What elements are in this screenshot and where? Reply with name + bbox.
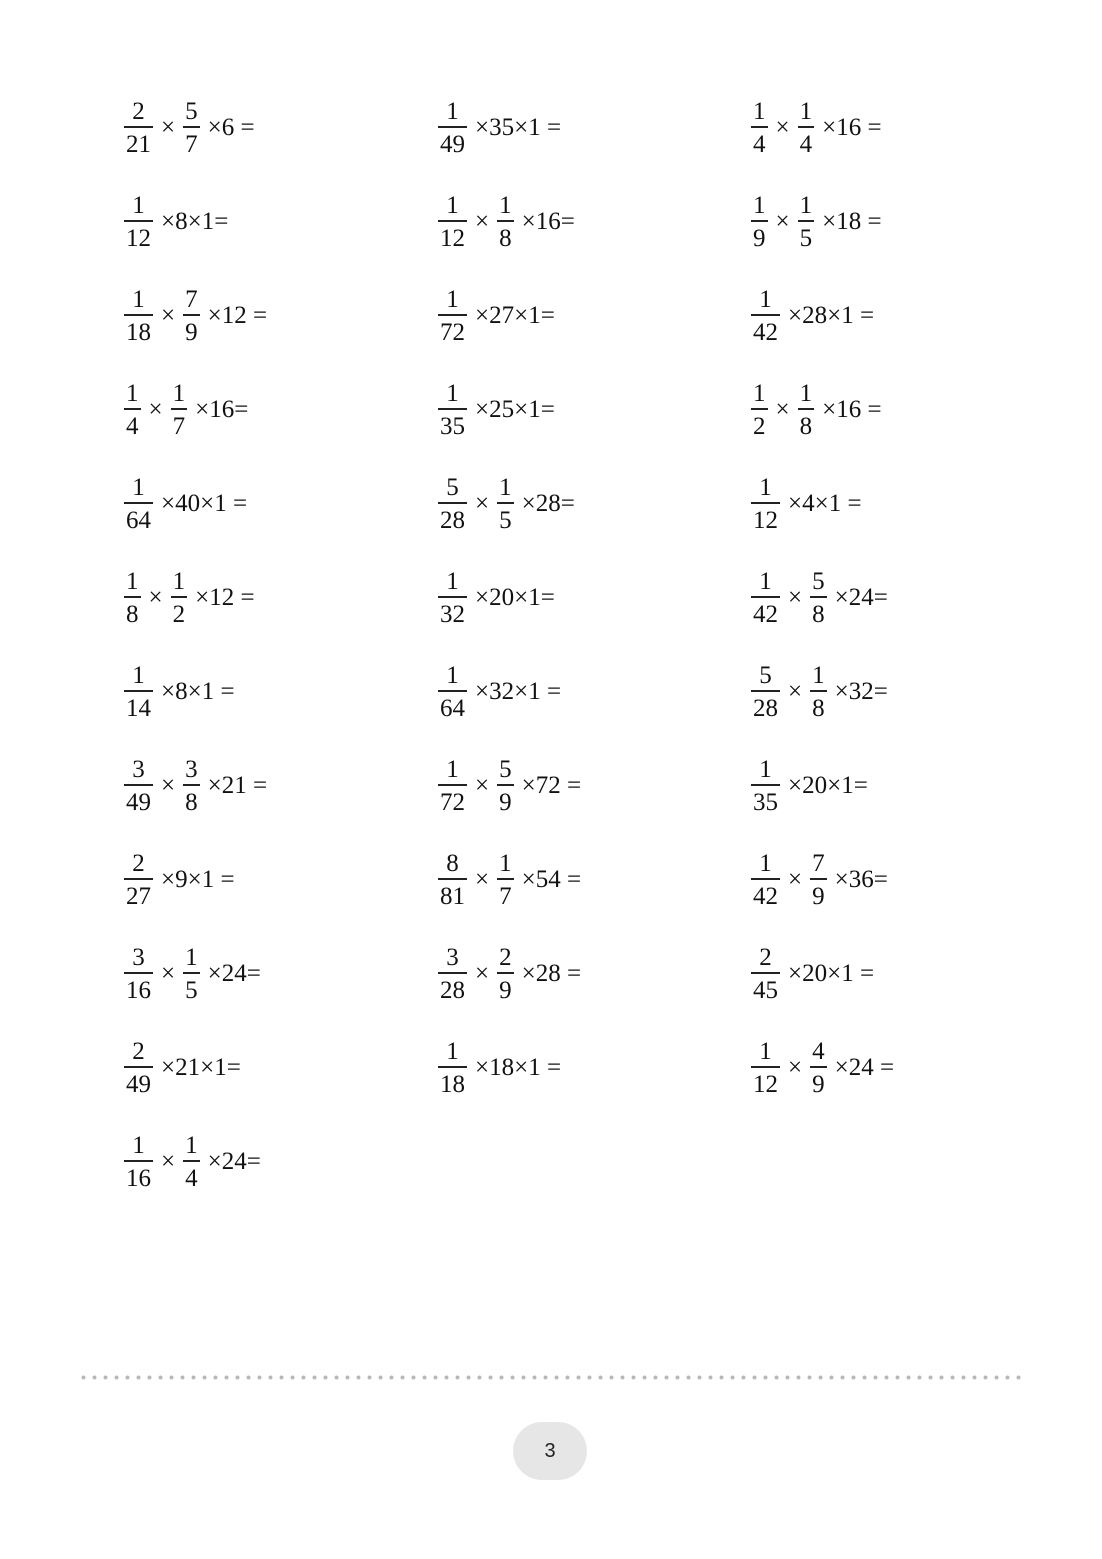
denominator: 4 bbox=[185, 1164, 198, 1192]
expression-tail: ×16 = bbox=[822, 396, 882, 423]
expression-tail: ×24= bbox=[207, 960, 261, 987]
numerator: 1 bbox=[132, 192, 145, 220]
expression-tail: ×32×1 = bbox=[475, 678, 562, 705]
fraction bbox=[798, 381, 815, 438]
numerator: 1 bbox=[446, 98, 459, 126]
denominator: 8 bbox=[499, 224, 512, 252]
numerator: 1 bbox=[126, 380, 139, 408]
fraction bbox=[124, 569, 141, 626]
math-problem bbox=[122, 1127, 261, 1197]
denominator: 49 bbox=[440, 130, 465, 158]
math-problem bbox=[122, 187, 228, 257]
expression-tail: ×40×1 = bbox=[161, 490, 248, 517]
denominator: 16 bbox=[126, 1164, 151, 1192]
math-problem bbox=[122, 93, 255, 163]
expression-tail: ×8×1= bbox=[161, 208, 229, 235]
math-problem bbox=[749, 939, 874, 1009]
numerator: 1 bbox=[499, 850, 512, 878]
fraction bbox=[798, 193, 815, 250]
denominator: 4 bbox=[799, 130, 813, 158]
page-number-badge bbox=[513, 1422, 587, 1480]
numerator: 1 bbox=[799, 380, 813, 408]
fraction bbox=[810, 1039, 827, 1096]
expression-tail: ×27×1= bbox=[475, 302, 555, 329]
times-operator: × bbox=[775, 396, 790, 423]
denominator: 4 bbox=[126, 412, 139, 440]
numerator: 2 bbox=[759, 944, 772, 972]
fraction bbox=[497, 475, 514, 532]
dotted-divider bbox=[78, 1375, 1024, 1380]
fraction bbox=[171, 381, 188, 438]
denominator: 49 bbox=[126, 788, 151, 816]
times-operator: × bbox=[161, 114, 176, 141]
expression-tail: ×24= bbox=[834, 584, 888, 611]
math-problem bbox=[749, 281, 874, 351]
fraction bbox=[751, 851, 780, 908]
denominator: 7 bbox=[185, 130, 198, 158]
denominator: 18 bbox=[126, 318, 151, 346]
fraction bbox=[124, 475, 153, 532]
denominator: 5 bbox=[799, 224, 813, 252]
math-problem bbox=[749, 1033, 894, 1103]
denominator: 12 bbox=[126, 224, 151, 252]
numerator: 1 bbox=[446, 1038, 459, 1066]
denominator: 72 bbox=[440, 318, 465, 346]
numerator: 1 bbox=[753, 98, 766, 126]
numerator: 1 bbox=[446, 380, 459, 408]
expression-tail: ×28×1 = bbox=[788, 302, 875, 329]
numerator: 5 bbox=[185, 98, 198, 126]
numerator: 1 bbox=[759, 850, 772, 878]
math-problem bbox=[122, 469, 247, 539]
numerator: 1 bbox=[446, 662, 459, 690]
math-problem bbox=[436, 751, 581, 821]
numerator: 2 bbox=[132, 1038, 145, 1066]
numerator: 5 bbox=[499, 756, 512, 784]
numerator: 1 bbox=[799, 192, 813, 220]
expression-tail: ×25×1= bbox=[475, 396, 555, 423]
fraction bbox=[124, 945, 153, 1002]
math-problem bbox=[749, 657, 888, 727]
numerator: 1 bbox=[812, 662, 825, 690]
numerator: 5 bbox=[812, 568, 825, 596]
numerator: 1 bbox=[185, 1132, 198, 1160]
expression-tail: ×20×1= bbox=[475, 584, 555, 611]
denominator: 2 bbox=[172, 600, 186, 628]
math-problem bbox=[122, 281, 267, 351]
math-problem bbox=[436, 657, 561, 727]
times-operator: × bbox=[161, 302, 176, 329]
math-problem bbox=[436, 845, 581, 915]
fraction bbox=[124, 381, 141, 438]
fraction bbox=[497, 851, 514, 908]
math-problem bbox=[436, 187, 575, 257]
denominator: 14 bbox=[126, 694, 151, 722]
denominator: 9 bbox=[499, 976, 512, 1004]
fraction bbox=[183, 945, 200, 1002]
denominator: 28 bbox=[440, 506, 465, 534]
numerator: 1 bbox=[499, 474, 512, 502]
math-problem bbox=[122, 657, 235, 727]
expression-tail: ×35×1 = bbox=[475, 114, 562, 141]
times-operator: × bbox=[775, 208, 790, 235]
numerator: 1 bbox=[759, 474, 772, 502]
fraction bbox=[751, 569, 780, 626]
numerator: 1 bbox=[185, 944, 198, 972]
times-operator: × bbox=[775, 114, 790, 141]
expression-tail: ×4×1 = bbox=[788, 490, 862, 517]
times-operator: × bbox=[788, 678, 803, 705]
fraction bbox=[438, 851, 467, 908]
denominator: 35 bbox=[753, 788, 778, 816]
numerator: 1 bbox=[499, 192, 512, 220]
numerator: 1 bbox=[446, 756, 459, 784]
fraction bbox=[798, 99, 815, 156]
fraction bbox=[183, 1133, 200, 1190]
expression-tail: ×18 = bbox=[822, 208, 882, 235]
numerator: 1 bbox=[799, 98, 813, 126]
denominator: 12 bbox=[440, 224, 465, 252]
math-problem bbox=[749, 187, 882, 257]
expression-tail: ×36= bbox=[834, 866, 888, 893]
denominator: 8 bbox=[185, 788, 198, 816]
denominator: 9 bbox=[185, 318, 198, 346]
numerator: 1 bbox=[172, 380, 186, 408]
times-operator: × bbox=[148, 396, 163, 423]
denominator: 42 bbox=[753, 318, 778, 346]
math-problem bbox=[122, 1033, 241, 1103]
fraction bbox=[810, 663, 827, 720]
expression-tail: ×28 = bbox=[521, 960, 582, 987]
fraction bbox=[438, 475, 467, 532]
numerator: 1 bbox=[446, 286, 459, 314]
numerator: 7 bbox=[812, 850, 825, 878]
denominator: 28 bbox=[440, 976, 465, 1004]
numerator: 1 bbox=[759, 1038, 772, 1066]
numerator: 5 bbox=[446, 474, 459, 502]
fraction bbox=[810, 569, 827, 626]
numerator: 1 bbox=[126, 568, 139, 596]
math-problem bbox=[749, 845, 888, 915]
expression-tail: ×8×1 = bbox=[161, 678, 235, 705]
math-problem bbox=[436, 281, 555, 351]
numerator: 1 bbox=[753, 192, 766, 220]
expression-tail: ×6 = bbox=[207, 114, 255, 141]
numerator: 1 bbox=[446, 568, 459, 596]
fraction bbox=[438, 945, 467, 1002]
fraction bbox=[124, 193, 153, 250]
denominator: 81 bbox=[440, 882, 465, 910]
fraction bbox=[438, 99, 467, 156]
math-problem bbox=[436, 469, 575, 539]
denominator: 18 bbox=[440, 1070, 465, 1098]
numerator: 1 bbox=[759, 286, 772, 314]
expression-tail: ×21 = bbox=[207, 772, 268, 799]
denominator: 42 bbox=[753, 600, 778, 628]
denominator: 12 bbox=[753, 1070, 778, 1098]
fraction bbox=[497, 757, 514, 814]
denominator: 9 bbox=[753, 224, 766, 252]
expression-tail: ×16= bbox=[195, 396, 249, 423]
fraction bbox=[751, 1039, 780, 1096]
denominator: 9 bbox=[812, 882, 825, 910]
denominator: 7 bbox=[499, 882, 512, 910]
math-problem bbox=[436, 93, 561, 163]
numerator: 2 bbox=[132, 98, 145, 126]
expression-tail: ×32= bbox=[834, 678, 888, 705]
math-problem bbox=[436, 939, 581, 1009]
numerator: 1 bbox=[132, 286, 145, 314]
fraction bbox=[124, 99, 153, 156]
fraction bbox=[497, 945, 514, 1002]
numerator: 5 bbox=[759, 662, 772, 690]
fraction bbox=[124, 851, 153, 908]
numerator: 3 bbox=[185, 756, 198, 784]
times-operator: × bbox=[475, 866, 490, 893]
fraction bbox=[438, 663, 467, 720]
fraction bbox=[438, 287, 467, 344]
math-problem bbox=[122, 939, 261, 1009]
expression-tail: ×16 = bbox=[822, 114, 882, 141]
math-problem bbox=[122, 751, 267, 821]
denominator: 27 bbox=[126, 882, 151, 910]
times-operator: × bbox=[788, 584, 803, 611]
denominator: 64 bbox=[440, 694, 465, 722]
numerator: 1 bbox=[132, 662, 145, 690]
denominator: 9 bbox=[499, 788, 512, 816]
denominator: 8 bbox=[126, 600, 139, 628]
fraction bbox=[438, 193, 467, 250]
times-operator: × bbox=[788, 1054, 803, 1081]
denominator: 9 bbox=[812, 1070, 825, 1098]
math-problem bbox=[122, 375, 248, 445]
math-problem bbox=[749, 563, 888, 633]
numerator: 3 bbox=[132, 756, 145, 784]
fraction bbox=[183, 99, 200, 156]
fraction bbox=[751, 663, 780, 720]
expression-tail: ×20×1= bbox=[788, 772, 868, 799]
numerator: 1 bbox=[132, 1132, 145, 1160]
fraction bbox=[438, 381, 467, 438]
math-problem bbox=[436, 1033, 561, 1103]
times-operator: × bbox=[148, 584, 163, 611]
fraction bbox=[124, 757, 153, 814]
math-problem bbox=[749, 93, 882, 163]
fraction bbox=[751, 945, 780, 1002]
denominator: 7 bbox=[172, 412, 186, 440]
fraction bbox=[810, 851, 827, 908]
denominator: 8 bbox=[812, 694, 825, 722]
fraction bbox=[183, 287, 200, 344]
numerator: 1 bbox=[759, 756, 772, 784]
numerator: 1 bbox=[172, 568, 186, 596]
times-operator: × bbox=[475, 960, 490, 987]
expression-tail: ×54 = bbox=[521, 866, 582, 893]
expression-tail: ×24= bbox=[207, 1148, 261, 1175]
times-operator: × bbox=[161, 1148, 176, 1175]
expression-tail: ×28= bbox=[521, 490, 575, 517]
denominator: 12 bbox=[753, 506, 778, 534]
denominator: 21 bbox=[126, 130, 151, 158]
math-problem bbox=[122, 563, 255, 633]
expression-tail: ×12 = bbox=[195, 584, 255, 611]
fraction bbox=[124, 287, 153, 344]
fraction bbox=[751, 757, 780, 814]
expression-tail: ×16= bbox=[521, 208, 575, 235]
denominator: 2 bbox=[753, 412, 766, 440]
expression-tail: ×24 = bbox=[834, 1054, 895, 1081]
denominator: 8 bbox=[799, 412, 813, 440]
expression-tail: ×20×1 = bbox=[788, 960, 875, 987]
numerator: 1 bbox=[132, 474, 145, 502]
numerator: 8 bbox=[446, 850, 459, 878]
denominator: 45 bbox=[753, 976, 778, 1004]
denominator: 49 bbox=[126, 1070, 151, 1098]
fraction bbox=[124, 663, 153, 720]
times-operator: × bbox=[475, 772, 490, 799]
numerator: 4 bbox=[812, 1038, 825, 1066]
math-problem bbox=[749, 469, 862, 539]
times-operator: × bbox=[475, 490, 490, 517]
fraction bbox=[171, 569, 188, 626]
expression-tail: ×9×1 = bbox=[161, 866, 235, 893]
fraction bbox=[124, 1039, 153, 1096]
fraction bbox=[751, 475, 780, 532]
expression-tail: ×18×1 = bbox=[475, 1054, 562, 1081]
fraction bbox=[183, 757, 200, 814]
numerator: 3 bbox=[446, 944, 459, 972]
times-operator: × bbox=[161, 960, 176, 987]
denominator: 5 bbox=[499, 506, 512, 534]
denominator: 42 bbox=[753, 882, 778, 910]
fraction bbox=[751, 381, 768, 438]
times-operator: × bbox=[788, 866, 803, 893]
fraction bbox=[438, 757, 467, 814]
expression-tail: ×21×1= bbox=[161, 1054, 241, 1081]
numerator: 2 bbox=[499, 944, 512, 972]
page-number: 3 bbox=[544, 1439, 556, 1462]
expression-tail: ×12 = bbox=[207, 302, 268, 329]
fraction bbox=[751, 99, 768, 156]
math-problem bbox=[436, 563, 555, 633]
math-problem bbox=[436, 375, 555, 445]
fraction bbox=[751, 193, 768, 250]
times-operator: × bbox=[161, 772, 176, 799]
numerator: 7 bbox=[185, 286, 198, 314]
denominator: 72 bbox=[440, 788, 465, 816]
denominator: 8 bbox=[812, 600, 825, 628]
denominator: 5 bbox=[185, 976, 198, 1004]
denominator: 35 bbox=[440, 412, 465, 440]
denominator: 4 bbox=[753, 130, 766, 158]
numerator: 1 bbox=[446, 192, 459, 220]
numerator: 1 bbox=[759, 568, 772, 596]
math-problem bbox=[122, 845, 235, 915]
denominator: 32 bbox=[440, 600, 465, 628]
expression-tail: ×72 = bbox=[521, 772, 582, 799]
times-operator: × bbox=[475, 208, 490, 235]
numerator: 3 bbox=[132, 944, 145, 972]
math-problem bbox=[749, 375, 882, 445]
denominator: 16 bbox=[126, 976, 151, 1004]
fraction bbox=[751, 287, 780, 344]
math-problem bbox=[749, 751, 868, 821]
numerator: 2 bbox=[132, 850, 145, 878]
denominator: 64 bbox=[126, 506, 151, 534]
numerator: 1 bbox=[753, 380, 766, 408]
denominator: 28 bbox=[753, 694, 778, 722]
fraction bbox=[497, 193, 514, 250]
fraction bbox=[438, 569, 467, 626]
fraction bbox=[438, 1039, 467, 1096]
fraction bbox=[124, 1133, 153, 1190]
